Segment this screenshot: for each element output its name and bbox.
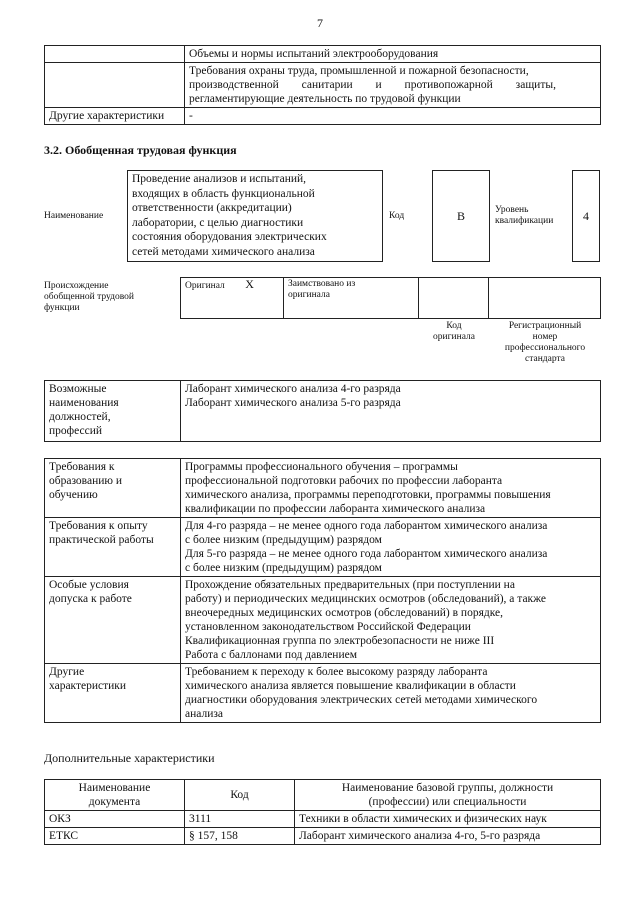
text-line: функции [44,303,80,313]
text-line: Наименование базовой группы, должности [341,782,554,794]
table-row [45,63,601,108]
reg-number-caption [490,321,600,365]
text-line: Проведение анализов и испытаний, [132,173,307,185]
text-line: Лаборант химического анализа 4-го разряда [185,383,401,395]
text-line: Регистрационный [508,321,582,331]
text-line: работу) и периодических медицинских осмотров (обследований), а также [185,593,547,605]
req-value-1 [181,518,601,577]
text-line: Требования к опыту [49,520,148,532]
level-value: 4 [583,209,589,223]
text-line: входящих в область функциональной [132,187,315,200]
additional-cell: ЕТКС [45,828,185,845]
table-row [45,828,601,845]
req-label-2 [45,577,181,664]
req-value-0 [181,459,601,518]
text-line: наименования [49,397,119,409]
text-line: Наименование [78,782,151,794]
code-label: Код [389,211,405,221]
text-line: Прохождение обязательных предварительных (при поступлении на [185,579,515,591]
text-line: Особые условия [49,579,129,591]
text-line: Работа с баллонами под давлением [185,649,357,661]
text-line: допуска к работе [49,593,132,605]
text-line: внеочередных медицинских осмотров (обследований) в порядке, [185,607,504,619]
text-line: Требованием к переходу к более высокому разряду лаборанта [185,666,488,678]
additional-cell: ОКЗ [45,811,185,828]
text-line: Требования к [49,461,115,473]
additional-table [44,779,601,845]
text-line: состояния оборудования электрических [132,231,327,243]
additional-cell: Техники в области химических и физических наук [295,811,601,828]
table-row [181,278,601,319]
original-mark: X [245,277,254,291]
text-line: обобщенной трудовой [44,292,134,302]
text-line: Заимствовано из [288,279,356,289]
text-line: установленном законодательством Российской Федерации [185,621,471,633]
text-line: должностей, [49,411,111,423]
text-line: оригинала [433,332,475,342]
positions-value [181,381,601,442]
text-line: Требования охраны труда, промышленной и пожарной безопасности, [189,65,529,77]
table-row [45,518,601,577]
text-line: производственной санитарии и противопожарной защиты, [189,79,556,91]
table-row [45,664,601,723]
additional-cell: Лаборант химического анализа 4-го, 5-го разряда [295,828,601,845]
text-line: стандарта [525,354,565,364]
top-label-2: Другие характеристики [45,108,185,125]
text-line: Квалификационная группа по электробезопасности не ниже III [185,635,495,647]
req-value-2 [181,577,601,664]
text-line: Для 5-го разряда – не менее одного года лаборантом химического анализа [185,548,548,560]
origin-table [180,277,601,319]
table-row [45,381,601,442]
text-line: образованию и [49,475,122,487]
code-value: B [456,209,465,223]
text-line: с более низким (предыдущим) разрядом [185,562,382,574]
text-line: практической работы [49,534,154,546]
text-line: Уровень [495,205,529,215]
origin-code-cell [419,278,489,319]
top-label-0 [45,46,185,63]
name-value-box [127,170,383,262]
additional-header-2 [295,780,601,811]
text-line: Происхождение [44,281,109,291]
text-line: Для 4-го разряда – не менее одного года лаборантом химического анализа [185,520,548,532]
text-line: диагностики оборудования электрических сетей методами химического [185,694,538,706]
table-row [45,780,601,811]
text-line: Код [446,321,462,331]
text-line: оригинала [288,290,330,300]
origin-label [44,281,134,314]
text-line: профессионального [504,343,586,353]
text-line: квалификации по профессии лаборанта химического анализа [185,503,486,515]
text-line: номер [532,332,558,342]
origin-original-cell [181,278,284,319]
text-line: квалификации [495,216,554,226]
positions-label [45,381,181,442]
origin-reg-cell [489,278,601,319]
additional-header-0 [45,780,185,811]
table-row [45,811,601,828]
name-label: Наименование [44,211,104,221]
top-value-0 [185,46,601,63]
text-line: (профессии) или специальности [368,796,527,808]
origin-borrowed-cell [284,278,419,319]
table-row [45,459,601,518]
top-value-2: - [185,108,601,125]
table-row [45,108,601,125]
text-line: ответственности (аккредитации) [132,202,292,214]
additional-cell: 3111 [185,811,295,828]
additional-heading: Дополнительные характеристики [44,751,215,765]
page-number: 7 [317,16,323,30]
text-line: профессий [49,425,103,437]
requirements-table [44,458,601,723]
text-line: Другие [49,666,85,678]
text-line: обучению [49,489,98,501]
text-line: Возможные [49,383,107,395]
text-line: документа [88,796,141,808]
text-line: лаборатории, с целью диагностики [132,216,304,229]
text-line: регламентирующие деятельность по трудовой функции [189,93,461,105]
text-line: Программы профессионального обучения – программы [185,461,458,473]
table-row [45,577,601,664]
text-line: характеристики [49,680,127,692]
top-table [44,45,601,125]
additional-cell: § 157, 158 [185,828,295,845]
top-label-1 [45,63,185,108]
top-value-1 [185,63,601,108]
text-line: с более низким (предыдущим) разрядом [185,534,382,546]
req-label-1 [45,518,181,577]
positions-table [44,380,601,442]
text-line: анализа [185,708,224,720]
text-line: Лаборант химического анализа 5-го разряда [185,397,401,409]
additional-header-1: Код [185,780,295,811]
req-value-3 [181,664,601,723]
table-row [45,46,601,63]
text-line: Объемы и нормы испытаний электрооборудования [189,48,439,60]
code-value-box [432,170,490,262]
text-line: химического анализа является повышение квалификации в области [185,680,516,692]
original-label: Оригинал [185,281,225,291]
level-label [495,205,553,227]
text-line: сетей методами химического анализа [132,245,315,258]
req-label-0 [45,459,181,518]
text-line: химического анализа, программы переподготовки, программы повышения [185,489,551,501]
section-heading: 3.2. Обобщенная трудовая функция [44,143,237,157]
level-value-box [572,170,600,262]
text-line: профессиональной подготовки рабочих по профессии лаборанта [185,475,503,487]
req-label-3 [45,664,181,723]
code-original-caption [418,321,490,343]
